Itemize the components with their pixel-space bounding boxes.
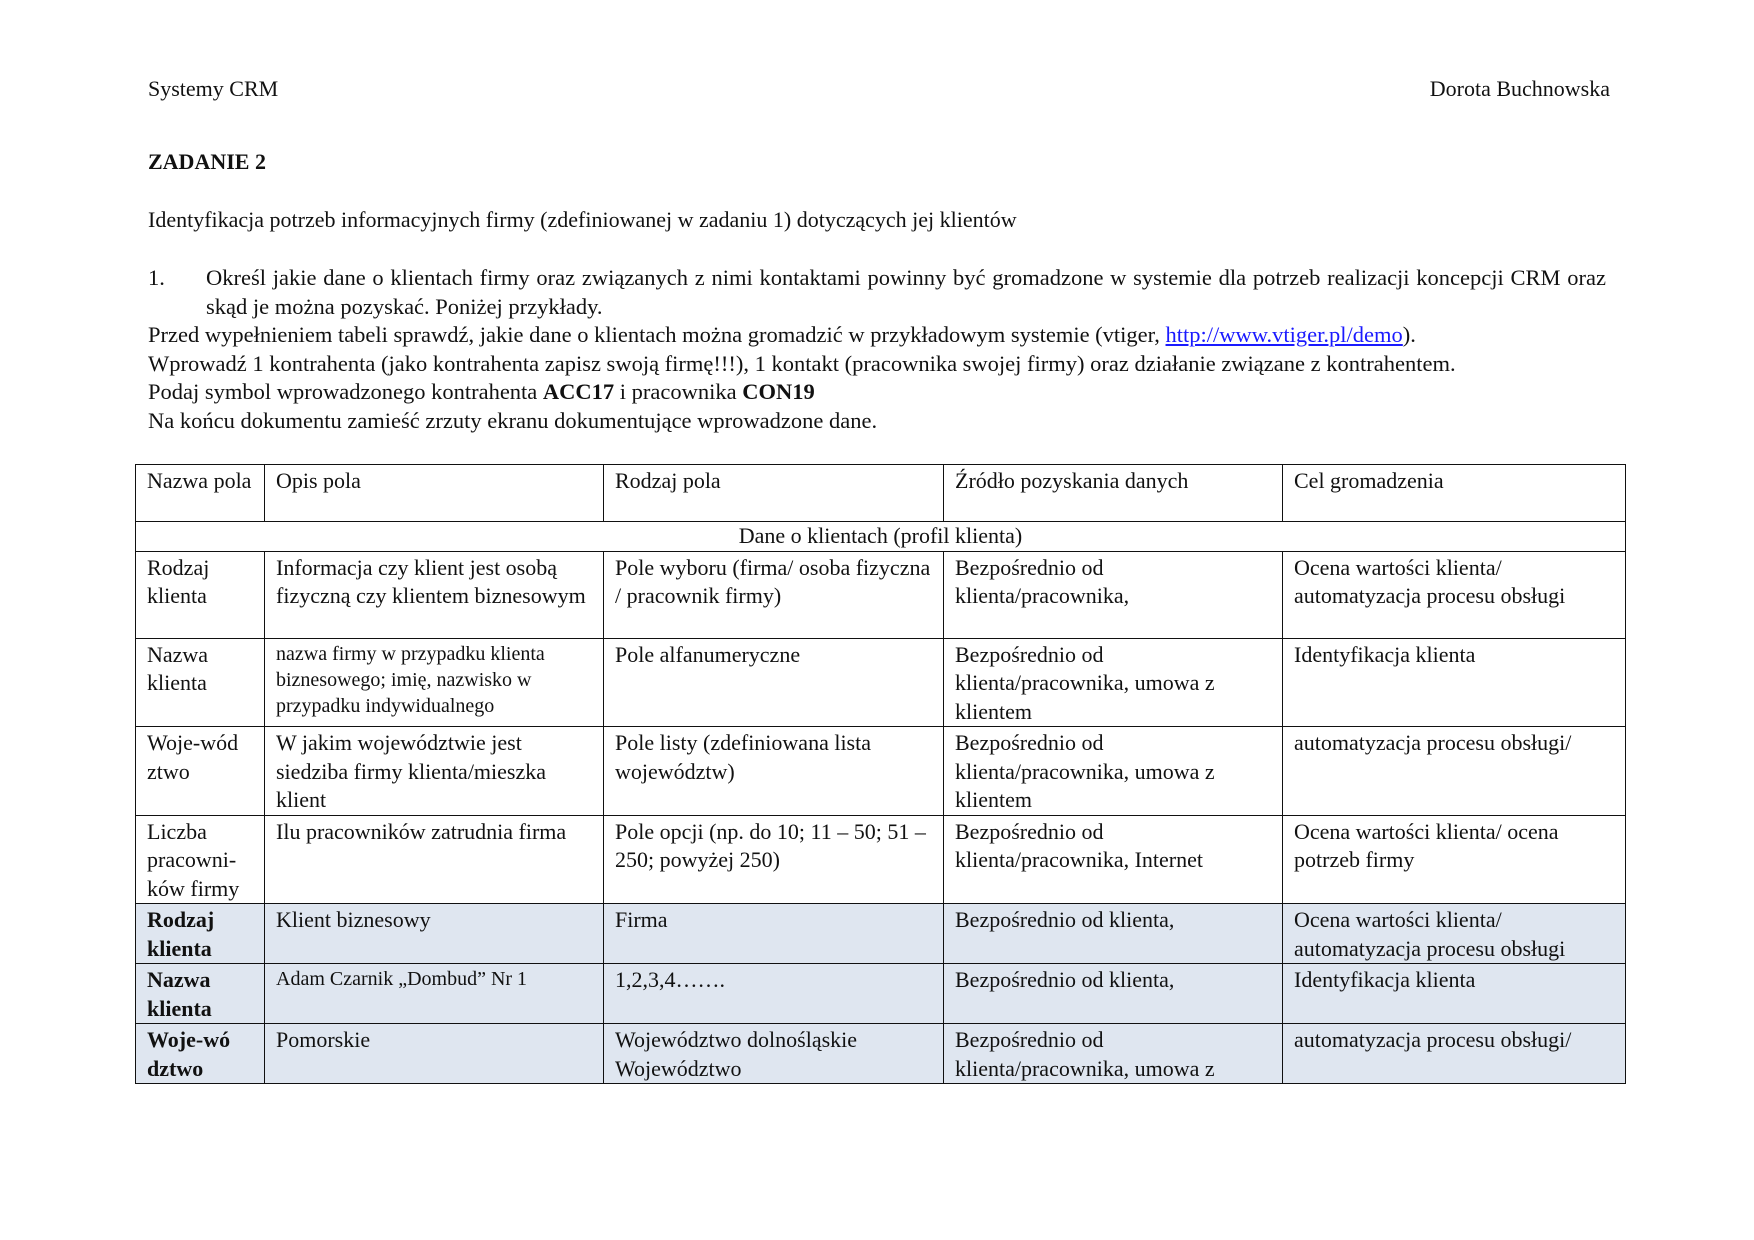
header-cell: Cel gromadzenia xyxy=(1283,465,1626,522)
header-author: Dorota Buchnowska xyxy=(1429,76,1610,101)
contractor-symbol: ACC17 xyxy=(542,379,615,404)
header-cell: Opis pola xyxy=(265,465,604,522)
table-cell: Bezpośrednio od klienta/pracownika, umowa z xyxy=(944,1024,1283,1084)
table-cell: Ocena wartości klienta/ automatyzacja procesu obsługi xyxy=(1283,904,1626,964)
table-cell: Nazwa klienta xyxy=(136,964,265,1024)
table-cell: Bezpośrednio od klienta/pracownika, umowa z klientem xyxy=(944,727,1283,816)
section-title: Dane o klientach (profil klienta) xyxy=(136,522,1626,552)
vtiger-demo-link[interactable]: http://www.vtiger.pl/demo xyxy=(1165,322,1403,347)
task-number: 1. xyxy=(148,265,165,290)
task-item xyxy=(148,264,1606,321)
table-cell: Ocena wartości klienta/ ocena potrzeb firmy xyxy=(1283,815,1626,904)
table-cell: Pole listy (zdefiniowana lista województw) xyxy=(604,727,944,816)
table-cell: Identyfikacja klienta xyxy=(1283,638,1626,727)
header-cell: Rodzaj pola xyxy=(604,465,944,522)
task-item-text: Określ jakie dane o klientach firmy oraz związanych z nimi kontaktami powinny być gromadzone w systemie dla potrzeb realizacji koncepcji CRM oraz skąd je można pozyskać. Poniżej przykłady. xyxy=(206,265,1606,319)
table-cell: Rodzaj klienta xyxy=(136,551,265,638)
table-cell: Adam Czarnik „Dombud” Nr 1 xyxy=(265,964,604,1024)
table-cell: Pole alfanumeryczne xyxy=(604,638,944,727)
table-cell: Pomorskie xyxy=(265,1024,604,1084)
header-cell: Źródło pozyskania danych xyxy=(944,465,1283,522)
table-cell: Ocena wartości klienta/ automatyzacja procesu obsługi xyxy=(1283,551,1626,638)
fields-table xyxy=(135,464,1626,1084)
table-cell: Nazwa klienta xyxy=(136,638,265,727)
table-cell: Ilu pracowników zatrudnia firma xyxy=(265,815,604,904)
task-block xyxy=(148,264,1606,435)
table-row xyxy=(136,727,1626,816)
table-cell: automatyzacja procesu obsługi/ xyxy=(1283,1024,1626,1084)
table-cell: Bezpośrednio od klienta/pracownika, xyxy=(944,551,1283,638)
table-header-row xyxy=(136,465,1626,522)
header-course-title: Systemy CRM xyxy=(148,76,279,101)
table-cell: W jakim województwie jest siedziba firmy klienta/mieszka klient xyxy=(265,727,604,816)
task-p3-before: Podaj symbol wprowadzonego kontrahenta xyxy=(148,379,543,404)
table-cell: Bezpośrednio od klienta/pracownika, umowa z klientem xyxy=(944,638,1283,727)
table-row xyxy=(136,815,1626,904)
task-p1-before: Przed wypełnieniem tabeli sprawdź, jakie dane o klientach można gromadzić w przykładowym systemie (vtiger, xyxy=(148,322,1166,347)
task-paragraph-2: Wprowadź 1 kontrahenta (jako kontrahenta zapisz swoją firmę!!!), 1 kontakt (pracownika swojej firmy) oraz działanie związane z kontrahentem. xyxy=(148,350,1456,376)
task-paragraph-4: Na końcu dokumentu zamieść zrzuty ekranu dokumentujące wprowadzone dane. xyxy=(148,407,878,433)
document-title: ZADANIE 2 xyxy=(148,149,266,174)
table-cell: Rodzaj klienta xyxy=(136,904,265,964)
table-row xyxy=(136,638,1626,727)
table-cell: Województwo dolnośląskie Województwo xyxy=(604,1024,944,1084)
table-cell: Liczba pracowni-ków firmy xyxy=(136,815,265,904)
table-row xyxy=(136,551,1626,638)
table-cell: Bezpośrednio od klienta, xyxy=(944,904,1283,964)
table-cell: automatyzacja procesu obsługi/ xyxy=(1283,727,1626,816)
header-cell: Nazwa pola xyxy=(136,465,265,522)
table-cell: Informacja czy klient jest osobą fizyczną czy klientem biznesowym xyxy=(265,551,604,638)
table-cell: Woje-wó dztwo xyxy=(136,1024,265,1084)
example-row xyxy=(136,964,1626,1024)
task-p3-middle: i pracownika xyxy=(614,379,743,404)
table-cell: Pole wyboru (firma/ osoba fizyczna / pracownik firmy) xyxy=(604,551,944,638)
table-cell: nazwa firmy w przypadku klienta biznesowego; imię, nazwisko w przypadku indywidualnego xyxy=(265,638,604,727)
task-paragraph-1 xyxy=(148,321,1606,350)
table-cell: Pole opcji (np. do 10; 11 – 50; 51 – 250; powyżej 250) xyxy=(604,815,944,904)
table-cell: Woje-wód ztwo xyxy=(136,727,265,816)
table-section-row xyxy=(136,522,1626,552)
table-cell: Identyfikacja klienta xyxy=(1283,964,1626,1024)
table-cell: Firma xyxy=(604,904,944,964)
table-cell: Klient biznesowy xyxy=(265,904,604,964)
intro-paragraph: Identyfikacja potrzeb informacyjnych firmy (zdefiniowanej w zadaniu 1) dotyczących jej klientów xyxy=(148,207,1017,232)
example-row xyxy=(136,1024,1626,1084)
employee-symbol: CON19 xyxy=(742,379,815,404)
table-cell: Bezpośrednio od klienta, xyxy=(944,964,1283,1024)
example-row xyxy=(136,904,1626,964)
table-cell: 1,2,3,4……. xyxy=(604,964,944,1024)
table-cell: Bezpośrednio od klienta/pracownika, Internet xyxy=(944,815,1283,904)
task-p1-after: ). xyxy=(1402,322,1416,347)
task-paragraph-3 xyxy=(148,378,1606,407)
